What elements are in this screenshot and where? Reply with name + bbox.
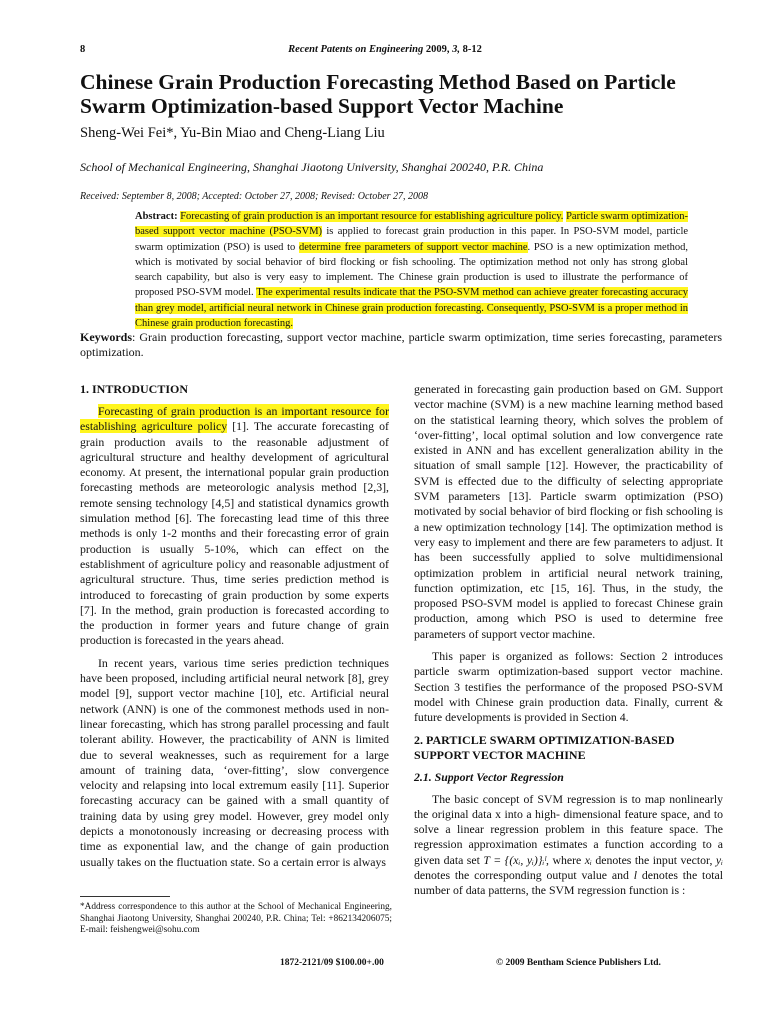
svr-text: The basic concept of SVM regression is to map nonlinearly the original data x into a high- dimensional feature space, and to solve a linear regression problem in this feature space. The regression approximation estimates a function according to a given data set: [414, 791, 723, 867]
intro-paragraph-1: [80, 404, 389, 649]
section-2-heading: 2. PARTICLE SWARM OPTIMIZATION-BASED SUPPORT VECTOR MACHINE: [414, 732, 675, 762]
intro-paragraph-1-text: [1]. The accurate forecasting of grain production avails to the reasonable adjustment of agricultural structure and healthy development of agricultural economy. At present, the international popular grain production forecasting methods are meteorologic analysis method [2,3], remote sensing technology [4,5] and statistical dynamics growth simulation method [6]. The forecasting lead time of this three methods is only 1-2 months and their forecasting error of grain production is usually 5-10%, which can effect on the establishment of agriculture policy and reasonable adjustment of agricultural structure. Thus, time series prediction method is introduced to forecasting of grain production by some experts [7]. In the method, grain production is forecasted according to the production in former years and future change of grain production is forecasted in the years ahead.: [80, 419, 389, 648]
journal-name: Recent Patents on Engineering: [288, 44, 424, 55]
correspondence-footnote: *Address correspondence to this author at the School of Mechanical Engineering, Shanghai Jiaotong University, Shanghai 200240, P.R. China; Tel: +862134206075; E-mail: feishengwei@sohu.com: [80, 902, 392, 935]
page-number: 8: [80, 44, 86, 55]
intro-paragraph-2: In recent years, various time series prediction techniques have been proposed, including artificial neural network [8], grey model [9], support vector machine [10], etc. Artificial neural network (ANN) is one of the commonest methods used in non-linear forecasting, which has strong parallel processing and fault tolerant ability. However, the practicability of ANN is limited due to several weaknesses, such as requirement for a large amount of training data, ‘over-fitting’, slow convergence velocity and relapsing into local extremum easily [11]. Superior forecasting accuracy can be gained with a small quantity of training data by using grey model. However, grey model only depicts a monotonously increasing or decreasing process with time as exponential law, and the change of gain production usually takes on the fluctuation state. So a certain error is always: [80, 655, 389, 869]
paper-title: Chinese Grain Production Forecasting Method Based on Particle Swarm Optimization-based Support Vector Machine: [80, 70, 676, 118]
issn-price: 1872-2121/09 $100.00+.00: [280, 958, 384, 968]
svr-text-4: denotes the total number of data patterns, the SVM regression function is :: [414, 868, 724, 898]
submission-dates: Received: September 8, 2008; Accepted: October 27, 2008; Revised: October 27, 2008: [80, 191, 429, 202]
intro-paragraph-4: This paper is organized as follows: Section 2 introduces particle swarm optimization-based support vector machine. Section 3 testifies the performance of the proposed PSO-SVM model with Chinese grain production data. Finally, current & future developments is provided in Section 4.: [414, 649, 723, 725]
intro-heading: 1. INTRODUCTION: [80, 382, 189, 396]
abstract-highlight-2: Particle swarm optimization-based support vector machine (PSO-SVM): [135, 211, 688, 238]
right-column: [414, 382, 723, 906]
abstract: [135, 209, 688, 331]
section-2-1-heading: 2.1. Support Vector Regression: [414, 769, 564, 784]
authors: Sheng-Wei Fei*, Yu-Bin Miao and Cheng-Liang Liu: [80, 125, 385, 141]
intro-highlight: Forecasting of grain production is an important resource for establishing agriculture policy: [80, 404, 389, 434]
left-column: [80, 382, 389, 877]
publisher-copyright: © 2009 Bentham Science Publishers Ltd.: [496, 958, 661, 968]
intro-paragraph-3: generated in forecasting gain production based on GM. Support vector machine (SVM) is a new machine learning method based on the statistical learning theory, which solves the problem of ‘over-fitting’, local optimal solution and low convergence rate existed in ANN and has excellent generalization ability in the situation of small sample [12]. However, the practicability of SVM is effected due to the difficulty of selecting appropriate SVM parameters [13]. Particle swarm optimization (PSO) motivated by social behavior of bird flocking or fish schooling is a new optimization technology [14]. The optimization method is very easy to implement and there are few parameters to adjust. It has been successfully applied to solve multidimensional optimization problem in artificial neural network training, function optimization, etc [15, 16]. Thus, in the study, the proposed PSO-SVM model is applied to forecast Chinese grain production, among which PSO is used to determine free parameters of support vector machine.: [414, 382, 723, 641]
svr-text-end: , where: [546, 852, 582, 867]
keywords: [80, 330, 722, 360]
abstract-highlight-1: Forecasting of grain production is an important resource for establishing agriculture policy.: [180, 211, 564, 222]
var-xi: xᵢ: [584, 852, 592, 867]
keywords-text: : Grain production forecasting, support vector machine, particle swarm optimization, time series forecasting, parameters optimization.: [80, 330, 722, 359]
abstract-label: Abstract:: [135, 211, 178, 222]
keywords-label: Keywords: [80, 330, 132, 344]
journal-volume: 3,: [452, 44, 460, 55]
running-header: [80, 44, 690, 60]
abstract-highlight-3: determine free parameters of support vector machine: [298, 241, 528, 253]
journal-citation: [80, 44, 690, 55]
svr-text-3: denotes the corresponding output value and: [414, 868, 634, 883]
journal-year: 2009,: [425, 44, 450, 55]
journal-pages: 8-12: [462, 44, 482, 55]
abstract-highlight-4: The experimental results indicate that the PSO-SVM method can achieve greater forecasting accuracy than grey model, artificial neural network in Chinese grain production forecasting. Consequently, PSO-SVM is a proper method in Chinese grain production forecasting.: [135, 287, 689, 330]
affiliation: School of Mechanical Engineering, Shanghai Jiaotong University, Shanghai 200240, P.R. China: [80, 160, 544, 174]
abstract-text-1: is applied to forecast grain production in this paper. In PSO-SVM model, particle swarm optimization (PSO) is used to: [135, 226, 689, 253]
dataset-equation: T = {(xᵢ, yᵢ)}ᵢˡ: [483, 852, 547, 867]
abstract-text-2: . PSO is a new optimization method, which is motivated by social behavior of bird flocking or fish schooling. The optimization method not only has strong global search capability, but also is very easy to implement. The Chinese grain production is used to illustrate the performance of proposed PSO-SVM model.: [135, 241, 688, 299]
var-l: l: [633, 868, 638, 883]
svr-paragraph: [414, 792, 723, 899]
svr-text-2: denotes the input vector,: [591, 852, 716, 867]
footnote-rule: [80, 896, 170, 897]
var-yi: yᵢ: [715, 852, 724, 867]
